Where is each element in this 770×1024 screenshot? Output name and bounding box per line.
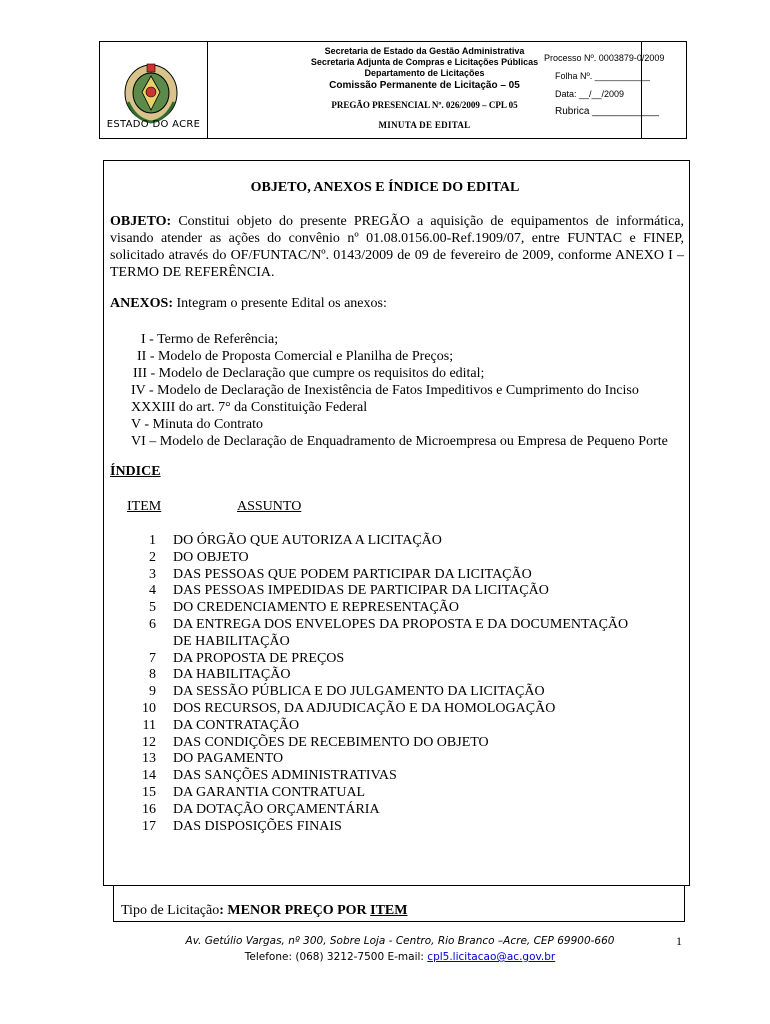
data-field: Data: __/__/2009 <box>555 89 625 99</box>
item-column-header: ITEM <box>127 499 162 514</box>
indice-row-number: 5 <box>149 600 156 616</box>
anexo-item: XXXIII do art. 7° da Constituição Federal <box>131 400 368 415</box>
tipo-value-item: ITEM <box>370 903 408 918</box>
indice-row <box>110 533 628 550</box>
indice-row-number: 14 <box>142 768 156 784</box>
indice-row <box>110 634 628 651</box>
anexo-item: II - Modelo de Proposta Comercial e Planilha de Preços; <box>137 349 454 364</box>
indice-row-number: 7 <box>149 650 156 666</box>
indice-row <box>110 667 628 684</box>
indice-row <box>110 751 628 768</box>
rubrica-field: Rubrica ____________ <box>555 106 659 117</box>
indice-row <box>110 651 628 668</box>
coat-of-arms-icon <box>122 62 180 124</box>
indice-row-text: DAS DISPOSIÇÕES FINAIS <box>173 818 342 834</box>
tipo-licitacao <box>121 903 407 919</box>
tipo-colon: : <box>219 903 224 918</box>
state-label: ESTADO DO ACRE <box>106 119 201 130</box>
indice-row <box>110 600 628 617</box>
indice-row-text: DA CONTRATAÇÃO <box>173 717 300 733</box>
indice-row-number: 3 <box>149 566 156 582</box>
footer-email-link[interactable]: cpl5.licitacao@ac.gov.br <box>427 951 556 963</box>
indice-row-text: DAS CONDIÇÕES DE RECEBIMENTO DO OBJETO <box>173 734 489 750</box>
indice-list <box>110 533 628 835</box>
indice-row <box>110 701 628 718</box>
objeto-label: OBJETO: <box>110 214 172 229</box>
indice-row <box>110 617 628 634</box>
objeto-paragraph <box>110 213 684 281</box>
indice-row-number: 16 <box>142 801 156 817</box>
folha-field: Folha Nº. ___________ <box>555 71 650 81</box>
header-line: Secretaria de Estado da Gestão Administrativa <box>324 46 525 56</box>
indice-row-number: 13 <box>142 751 156 767</box>
indice-row <box>110 567 628 584</box>
indice-row-text: DA ENTREGA DOS ENVELOPES DA PROPOSTA E DA DOCUMENTAÇÃO <box>173 616 629 632</box>
indice-row <box>110 718 628 735</box>
indice-row <box>110 802 628 819</box>
indice-row <box>110 735 628 752</box>
indice-row <box>110 550 628 567</box>
assunto-column-header: ASSUNTO <box>237 499 302 514</box>
indice-row-text: DO ÓRGÃO QUE AUTORIZA A LICITAÇÃO <box>173 533 442 548</box>
indice-row-number: 6 <box>149 616 156 632</box>
indice-row-text: DA SESSÃO PÚBLICA E DO JULGAMENTO DA LICITAÇÃO <box>173 684 545 700</box>
indice-row-text: DA PROPOSTA DE PREÇOS <box>173 650 345 666</box>
indice-row <box>110 583 628 600</box>
indice-row-number: 10 <box>142 700 156 716</box>
footer-phone: Telefone: (068) 3212-7500 E-mail: <box>244 951 424 963</box>
indice-row-text: DAS PESSOAS QUE PODEM PARTICIPAR DA LICITAÇÃO <box>173 566 532 582</box>
anexo-item: I - Termo de Referência; <box>141 332 279 347</box>
indice-row <box>110 684 628 701</box>
footer-contact <box>0 951 770 963</box>
indice-row-text: DA GARANTIA CONTRATUAL <box>173 784 366 800</box>
indice-row <box>110 785 628 802</box>
indice-row-text: DA DOTAÇÃO ORÇAMENTÁRIA <box>173 801 380 817</box>
indice-row-number: 9 <box>149 684 156 700</box>
indice-row-number: 12 <box>142 734 156 750</box>
document-header <box>99 41 687 139</box>
page-number: 1 <box>676 934 682 948</box>
commission-name: Comissão Permanente de Licitação – 05 <box>329 80 520 91</box>
indice-row-text: DOS RECURSOS, DA ADJUDICAÇÃO E DA HOMOLOGAÇÃO <box>173 700 556 716</box>
indice-row-number: 11 <box>142 717 156 733</box>
processo-number: Processo Nº. 0003879-0/2009 <box>544 53 665 63</box>
indice-heading: ÍNDICE <box>110 464 161 479</box>
indice-row-number <box>110 634 173 651</box>
minuta-label: MINUTA DE EDITAL <box>378 120 471 130</box>
indice-row-number: 15 <box>142 784 156 800</box>
anexos-list <box>110 331 668 450</box>
page-title: OBJETO, ANEXOS E ÍNDICE DO EDITAL <box>250 180 520 195</box>
anexo-item: VI – Modelo de Declaração de Enquadramento de Microempresa ou Empresa de Pequeno Porte <box>131 434 668 449</box>
indice-row-text: DO OBJETO <box>173 549 249 565</box>
indice-row-number: 1 <box>149 533 156 548</box>
indice-row-number: 4 <box>149 583 156 599</box>
header-right <box>546 52 686 118</box>
anexos-label: ANEXOS: <box>110 296 174 311</box>
indice-row-text: DO CREDENCIAMENTO E REPRESENTAÇÃO <box>173 600 460 616</box>
header-line: Secretaria Adjunta de Compras e Licitações Públicas <box>310 57 539 67</box>
indice-row <box>110 768 628 785</box>
indice-row-text: DAS PESSOAS IMPEDIDAS DE PARTICIPAR DA LICITAÇÃO <box>173 583 549 599</box>
anexo-item: V - Minuta do Contrato <box>131 417 263 432</box>
indice-row <box>110 819 628 836</box>
anexo-item: IV - Modelo de Declaração de Inexistência de Fatos Impeditivos e Cumprimento do Inciso <box>131 383 639 398</box>
indice-row-text: DA HABILITAÇÃO <box>173 667 291 683</box>
indice-row-text: DE HABILITAÇÃO <box>173 633 290 649</box>
header-logo-cell <box>100 42 208 138</box>
header-line: Departamento de Licitações <box>364 68 485 78</box>
indice-row-number: 17 <box>142 818 156 834</box>
footer-address: Av. Getúlio Vargas, nº 300, Sobre Loja - Centro, Rio Branco –Acre, CEP 69900-660 <box>185 935 615 947</box>
indice-row-text: DAS SANÇÕES ADMINISTRATIVAS <box>173 768 397 784</box>
tipo-value: MENOR PREÇO POR <box>227 903 367 918</box>
tipo-label: Tipo de Licitação <box>121 903 220 918</box>
indice-row-text: DO PAGAMENTO <box>173 751 284 767</box>
indice-row-number: 2 <box>149 549 156 565</box>
anexos-intro <box>110 296 387 312</box>
anexos-text: Integram o presente Edital os anexos: <box>176 296 387 311</box>
pregao-number: PREGÃO PRESENCIAL Nº. 026/2009 – CPL 05 <box>331 100 518 110</box>
indice-row-number: 8 <box>149 667 156 683</box>
anexo-item: III - Modelo de Declaração que cumpre os requisitos do edital; <box>133 366 485 381</box>
objeto-text: Constitui objeto do presente PREGÃO a aquisição de equipamentos de informática, visando atender as ações do convênio nº 01.08.0156.00-Ref.1909/07, entre FUNTAC e FINEP, solicitado através do OF/FUNTAC/Nº. 0143/2009 de 09 de fevereiro de 2009, conforme ANEXO I – TERMO DE REFERÊNCIA. <box>110 214 685 280</box>
